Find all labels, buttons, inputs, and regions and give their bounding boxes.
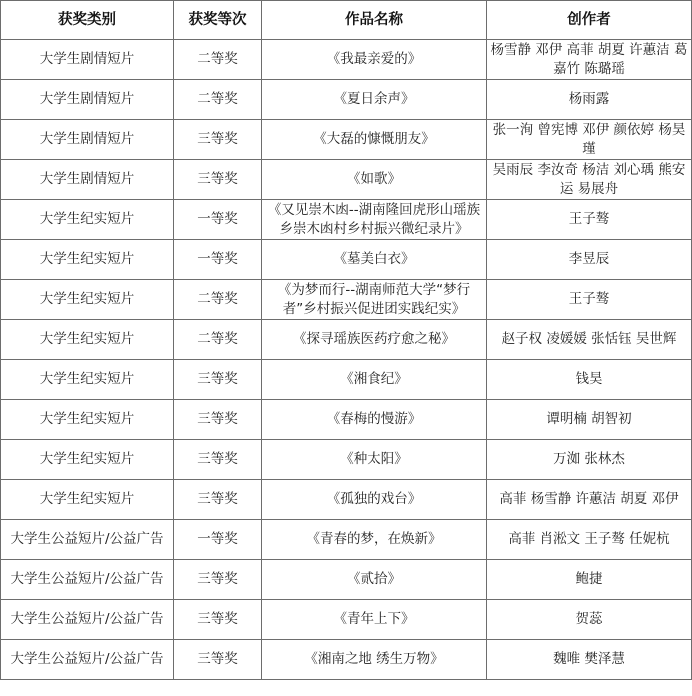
table-row	[1, 120, 692, 160]
title-cell: 《贰拾》	[262, 560, 487, 600]
table-row	[1, 640, 692, 680]
category-cell: 大学生公益短片/公益广告	[1, 560, 174, 600]
category-cell: 大学生剧情短片	[1, 160, 174, 200]
authors-cell: 王子骜	[487, 200, 692, 240]
title-cell: 《我最亲爱的》	[262, 40, 487, 80]
rank-cell: 三等奖	[174, 600, 262, 640]
category-cell: 大学生纪实短片	[1, 400, 174, 440]
rank-cell: 一等奖	[174, 520, 262, 560]
category-cell: 大学生纪实短片	[1, 440, 174, 480]
rank-cell: 一等奖	[174, 240, 262, 280]
header-category: 获奖类别	[1, 1, 174, 40]
rank-cell: 三等奖	[174, 640, 262, 680]
title-cell: 《又见崇木凼--湖南隆回虎形山瑶族乡崇木凼村乡村振兴微纪录片》	[262, 200, 487, 240]
authors-cell: 高菲 杨雪静 许蕙洁 胡夏 邓伊	[487, 480, 692, 520]
authors-cell: 张一洵 曾宪博 邓伊 颜依婷 杨昊瑾	[487, 120, 692, 160]
rank-cell: 三等奖	[174, 120, 262, 160]
authors-cell: 谭明楠 胡智初	[487, 400, 692, 440]
title-cell: 《大磊的慷慨朋友》	[262, 120, 487, 160]
header-title: 作品名称	[262, 1, 487, 40]
table-row	[1, 360, 692, 400]
table-row	[1, 200, 692, 240]
rank-cell: 三等奖	[174, 480, 262, 520]
authors-cell: 万洳 张林杰	[487, 440, 692, 480]
authors-cell: 赵子权 凌媛媛 张恬钰 吴世辉	[487, 320, 692, 360]
rank-cell: 二等奖	[174, 320, 262, 360]
category-cell: 大学生剧情短片	[1, 80, 174, 120]
header-authors: 创作者	[487, 1, 692, 40]
header-row	[1, 1, 692, 40]
authors-cell: 魏唯 樊泽慧	[487, 640, 692, 680]
table-row	[1, 160, 692, 200]
title-cell: 《春梅的慢游》	[262, 400, 487, 440]
title-cell: 《如歌》	[262, 160, 487, 200]
table-row	[1, 560, 692, 600]
category-cell: 大学生纪实短片	[1, 280, 174, 320]
rank-cell: 三等奖	[174, 440, 262, 480]
rank-cell: 二等奖	[174, 40, 262, 80]
table-row	[1, 600, 692, 640]
category-cell: 大学生纪实短片	[1, 200, 174, 240]
table-row	[1, 240, 692, 280]
authors-cell: 王子骜	[487, 280, 692, 320]
authors-cell: 贺蕊	[487, 600, 692, 640]
authors-cell: 杨雨露	[487, 80, 692, 120]
rank-cell: 二等奖	[174, 80, 262, 120]
category-cell: 大学生纪实短片	[1, 480, 174, 520]
category-cell: 大学生公益短片/公益广告	[1, 520, 174, 560]
table-row	[1, 520, 692, 560]
rank-cell: 二等奖	[174, 280, 262, 320]
category-cell: 大学生剧情短片	[1, 40, 174, 80]
category-cell: 大学生纪实短片	[1, 320, 174, 360]
title-cell: 《孤独的戏台》	[262, 480, 487, 520]
authors-cell: 高菲 肖淞文 王子骜 任妮杭	[487, 520, 692, 560]
category-cell: 大学生公益短片/公益广告	[1, 640, 174, 680]
title-cell: 《湘南之地 绣生万物》	[262, 640, 487, 680]
authors-cell: 李昱辰	[487, 240, 692, 280]
authors-cell: 鲍捷	[487, 560, 692, 600]
rank-cell: 三等奖	[174, 560, 262, 600]
table-row	[1, 440, 692, 480]
title-cell: 《夏日余声》	[262, 80, 487, 120]
title-cell: 《种太阳》	[262, 440, 487, 480]
table-row	[1, 480, 692, 520]
title-cell: 《为梦而行--湖南师范大学“梦行者”乡村振兴促进团实践纪实》	[262, 280, 487, 320]
rank-cell: 一等奖	[174, 200, 262, 240]
title-cell: 《青年上下》	[262, 600, 487, 640]
title-cell: 《湘食纪》	[262, 360, 487, 400]
title-cell: 《墓美白衣》	[262, 240, 487, 280]
table-row	[1, 320, 692, 360]
table-row	[1, 400, 692, 440]
authors-cell: 杨雪静 邓伊 高菲 胡夏 许蕙洁 葛嘉竹 陈璐瑶	[487, 40, 692, 80]
table-row	[1, 280, 692, 320]
authors-cell: 钱昊	[487, 360, 692, 400]
category-cell: 大学生纪实短片	[1, 360, 174, 400]
table-row	[1, 40, 692, 80]
header-rank: 获奖等次	[174, 1, 262, 40]
rank-cell: 三等奖	[174, 360, 262, 400]
title-cell: 《青春的梦，在焕新》	[262, 520, 487, 560]
category-cell: 大学生纪实短片	[1, 240, 174, 280]
category-cell: 大学生公益短片/公益广告	[1, 600, 174, 640]
title-cell: 《探寻瑶族医药疗愈之秘》	[262, 320, 487, 360]
rank-cell: 三等奖	[174, 160, 262, 200]
category-cell: 大学生剧情短片	[1, 120, 174, 160]
table-row	[1, 80, 692, 120]
rank-cell: 三等奖	[174, 400, 262, 440]
authors-cell: 吴雨辰 李汝奇 杨洁 刘心瑀 熊安运 易展舟	[487, 160, 692, 200]
